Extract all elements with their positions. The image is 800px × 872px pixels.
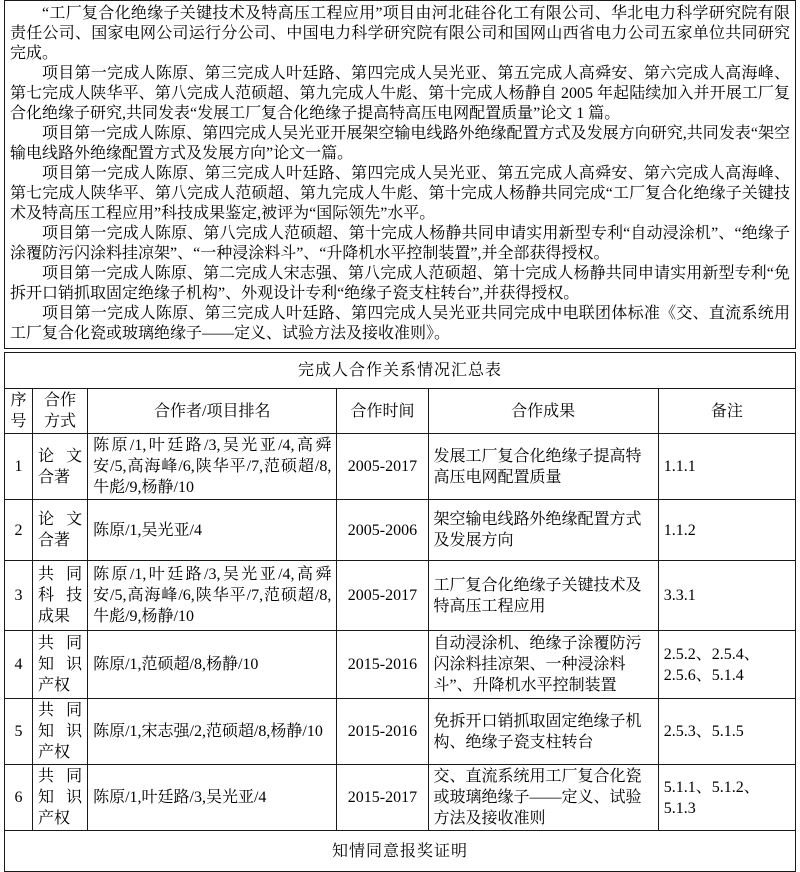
cell-mode: 共同科技成果 — [33, 561, 88, 631]
cell-result: 自动浸涂机、绝缘子涂覆防污闪涂料挂凉架、一种浸涂料斗”、升降机水平控制装置 — [428, 631, 658, 699]
column-header-collaborators: 合作者/项目排名 — [88, 389, 337, 434]
cell-remark: 2.5.3、5.1.5 — [658, 699, 795, 765]
table-title: 完成人合作关系情况汇总表 — [5, 353, 796, 389]
cell-remark: 1.1.1 — [658, 434, 795, 500]
cell-period: 2005-2006 — [337, 500, 428, 561]
cell-period: 2015-2017 — [337, 765, 428, 831]
cell-result: 免拆开口销抓取固定绝缘子机构、绝缘子瓷支柱转台 — [428, 699, 658, 765]
cell-mode: 共同知识产权 — [33, 631, 88, 699]
cell-period: 2015-2016 — [337, 631, 428, 699]
cell-remark: 3.3.1 — [658, 561, 795, 631]
paragraph-project-units: “工厂复合化绝缘子关键技术及特高压工程应用”项目由河北硅谷化工有限公司、华北电力科学研究院有限责任公司、国家电网公司运行分公司、中国电力科学研究院有限公司和国网山西省电力公司五家单位共同研究完成。 — [10, 5, 790, 62]
cell-period: 2005-2017 — [337, 434, 428, 500]
table-header-row — [5, 389, 796, 434]
cell-no: 3 — [5, 561, 33, 631]
cell-collaborators: 陈原/1,叶廷路/3,吴光亚/4 — [88, 765, 337, 831]
cell-result: 架空输电线路外绝缘配置方式及发展方向 — [428, 500, 658, 561]
cell-mode: 论文合著 — [33, 500, 88, 561]
cell-collaborators: 陈原/1,宋志强/2,范硕超/8,杨静/10 — [88, 699, 337, 765]
cooperation-summary-table — [4, 352, 796, 872]
cell-no: 1 — [5, 434, 33, 500]
table-row — [5, 500, 796, 561]
table-row — [5, 434, 796, 500]
table-row — [5, 765, 796, 831]
cell-mode: 共同知识产权 — [33, 765, 88, 831]
cell-no: 2 — [5, 500, 33, 561]
cell-period: 2015-2016 — [337, 699, 428, 765]
table-row — [5, 699, 796, 765]
column-header-no: 序号 — [5, 389, 33, 434]
cell-no: 6 — [5, 765, 33, 831]
paragraph-paper-2: 项目第一完成人陈原、第四完成人吴光亚开展架空输电线路外绝缘配置方式及发展方向研究,共同发表“架空输电线路外绝缘配置方式及发展方向”论文一篇。 — [10, 125, 790, 162]
cell-collaborators: 陈原/1,叶廷路/3,吴光亚/4,高舜安/5,高海峰/6,陕华平/7,范硕超/8,牛彪/9,杨静/10 — [88, 561, 337, 631]
cell-collaborators: 陈原/1,叶廷路/3,吴光亚/4,高舜安/5,高海峰/6,陕华平/7,范硕超/8,牛彪/9,杨静/10 — [88, 434, 337, 500]
cell-result: 交、直流系统用工厂复合化瓷或玻璃绝缘子——定义、试验方法及接收准则 — [428, 765, 658, 831]
cell-result: 发展工厂复合化绝缘子提高特高压电网配置质量 — [428, 434, 658, 500]
cell-period: 2005-2017 — [337, 561, 428, 631]
cell-remark: 1.1.2 — [658, 500, 795, 561]
paragraph-appraisal: 项目第一完成人陈原、第三完成人叶廷路、第四完成人吴光亚、第五完成人高舜安、第六完成人高海峰、第七完成人陕华平、第八完成人范硕超、第九完成人牛彪、第十完成人杨静共同完成“工厂复合化绝缘子关键技术及特高压工程应用”科技成果鉴定,被评为“国际领先”水平。 — [10, 165, 790, 222]
table-row — [5, 631, 796, 699]
column-header-result: 合作成果 — [428, 389, 658, 434]
column-header-remark: 备注 — [658, 389, 795, 434]
cell-no: 5 — [5, 699, 33, 765]
paragraph-patents-2: 项目第一完成人陈原、第二完成人宋志强、第八完成人范硕超、第十完成人杨静共同申请实用新型专利“免拆开口销抓取固定绝缘子机构”、外观设计专利“绝缘子瓷支柱转台”,并获得授权。 — [10, 265, 790, 302]
table-title-row — [5, 353, 796, 389]
cell-collaborators: 陈原/1,范硕超/8,杨静/10 — [88, 631, 337, 699]
paragraph-paper-1: 项目第一完成人陈原、第三完成人叶廷路、第四完成人吴光亚、第五完成人高舜安、第六完成人高海峰、第七完成人陕华平、第八完成人范硕超、第九完成人牛彪、第十完成人杨静自 2005 年起陆续加入并开展工厂复合化绝缘子研究,共同发表“发展工厂复合化绝缘子提高特高压电网配置质量”论文 1 篇。 — [10, 65, 790, 122]
cell-remark: 2.5.2、2.5.4、2.5.6、5.1.4 — [658, 631, 795, 699]
table-footer-row — [5, 831, 796, 872]
cell-mode: 共同知识产权 — [33, 699, 88, 765]
column-header-period: 合作时间 — [337, 389, 428, 434]
project-description-section — [4, 0, 796, 349]
cell-result: 工厂复合化绝缘子关键技术及特高压工程应用 — [428, 561, 658, 631]
paragraph-patents-1: 项目第一完成人陈原、第八完成人范硕超、第十完成人杨静共同申请实用新型专利“自动浸涂机”、“绝缘子涂覆防污闪涂料挂凉架”、“一种浸涂料斗”、“升降机水平控制装置”,并全部获得授权。 — [10, 225, 790, 262]
cell-collaborators: 陈原/1,吴光亚/4 — [88, 500, 337, 561]
column-header-mode: 合作方式 — [33, 389, 88, 434]
table-row — [5, 561, 796, 631]
cell-remark: 5.1.1、5.1.2、5.1.3 — [658, 765, 795, 831]
cell-no: 4 — [5, 631, 33, 699]
paragraph-standard: 项目第一完成人陈原、第三完成人叶廷路、第四完成人吴光亚共同完成中电联团体标准《交、直流系统用工厂复合化瓷或玻璃绝缘子——定义、试验方法及接收准则》。 — [10, 305, 790, 342]
cell-mode: 论文合著 — [33, 434, 88, 500]
table-footer: 知情同意报奖证明 — [5, 831, 796, 872]
